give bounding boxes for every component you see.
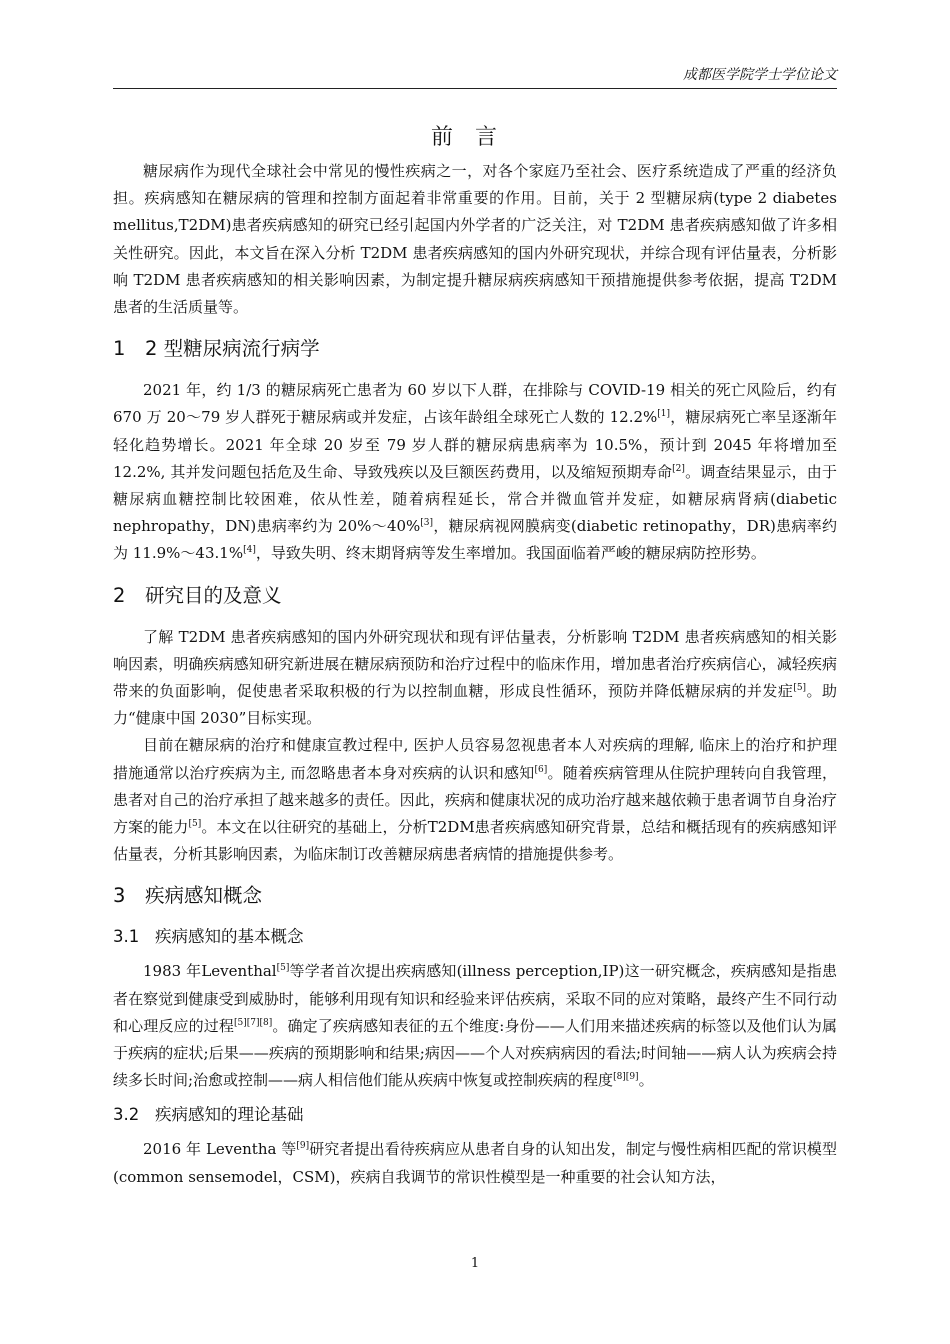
citation: [8][9] (613, 1072, 639, 1083)
subsection-3-1-paragraph (113, 958, 837, 1094)
section-1-heading (113, 335, 837, 363)
section-number: 2 (113, 583, 126, 607)
page-number: 1 (470, 1256, 480, 1271)
subsection-number: 3.2 (113, 1105, 140, 1125)
subsection-title: 疾病感知的基本概念 (155, 927, 304, 947)
text-run: 。确定了疾病感知表征的五个维度:身份——人们用来描述疾病的标签以及他们认为属于疾病的症状;后果——疾病的预期影响和结果;病因——个人对疾病病因的看法;时间轴——病人认为疾病会持续多长时间;治愈或控制——病人相信他们能从疾病中恢复或控制疾病的程度 (113, 1016, 837, 1090)
text-run: ，糖尿病视网膜病变(diabetic retinopathy，DR)患病率约为 11.9%～43.1% (113, 517, 837, 563)
text-run: 等学者首次提出疾病感知(illness perception,IP)这一研究概念，疾病感知是指患者在察觉到健康受到威胁时，能够利用现有知识和经验来评估疾病，采取不同的应对策略，最终产生不同行动和心理反应的过程 (113, 962, 837, 1035)
section-2-paragraph-2 (113, 732, 837, 868)
text-run: 了解 T2DM 患者疾病感知的国内外研究现状和现有评估量表，分析影响 T2DM 患者疾病感知的相关影响因素，明确疾病感知研究新进展在糖尿病预防和治疗过程中的临床作用，增加患者治疗疾病信心，减轻疾病带来的负面影响，促使患者采取积极的行为以控制血糖，形成良性循环，预防并降低糖尿病的并发症 (113, 627, 837, 701)
citation: [5][7][8] (234, 1017, 273, 1028)
section-2-heading (113, 582, 837, 610)
subsection-3-2-paragraph (113, 1136, 837, 1190)
section-number: 1 (113, 337, 126, 361)
text-run: 。助力“健康中国 2030”目标实现。 (113, 682, 837, 728)
text-run: 。随着疾病管理从住院护理转向自我管理，患者对自己的治疗承担了越来越多的责任。因此，疾病和健康状况的成功治疗越来越依赖于患者调节自身治疗方案的能力 (113, 763, 837, 837)
citation: [6] (534, 764, 548, 775)
citation: [1] (657, 409, 671, 420)
text-run: 2016 年 Leventha 等 (143, 1140, 297, 1159)
citation: [4] (243, 545, 256, 556)
intro-paragraph: 糖尿病作为现代全球社会中常见的慢性疾病之一，对各个家庭乃至社会、医疗系统造成了严重的经济负担。疾病感知在糖尿病的管理和控制方面起着非常重要的作用。目前，关于 2 型糖尿病(type 2 diabetes mellitus,T2DM)患者疾病感知的研究已经引起国内外学者的广泛关注，对 T2DM 患者疾病感知做了许多相关性研究。因此，本文旨在深入分析 T2DM 患者疾病感知的国内外研究现状，并综合现有评估量表，分析影响 T2DM 患者疾病感知的相关影响因素，为制定提升糖尿病疾病感知干预措施提供参考依据，提高 T2DM 患者的生活质量等。 (113, 162, 837, 317)
citation: [9] (296, 1141, 310, 1152)
text-run: ，糖尿病死亡率呈逐渐年轻化趋势增长。2021 年全球 20 岁至 79 岁人群的糖尿病患病率为 10.5%，预计到 2045 年将增加至 12.2%, 其并发问题包括危及生命、导致残疾以及巨额医药费用，以及缩短预期寿命 (113, 408, 837, 481)
header-title: 成都医学院学士学位论文 (683, 67, 837, 83)
text-run: 。 (638, 1071, 654, 1090)
text-run: 。调查结果显示，由于糖尿病血糖控制比较困难，依从性差，随着病程延长，常合并微血管并发症，如糖尿病肾病(diabetic nephropathy，DN)患病率约为 20%～40% (113, 462, 837, 536)
section-1-paragraph (113, 377, 837, 567)
section-title: 2 型糖尿病流行病学 (145, 337, 320, 361)
text-run: 。本文在以往研究的基础上，分析T2DM患者疾病感知研究背景，总结和概括现有的疾病感知评估量表，分析其影响因素，为临床制订改善糖尿病患者病情的措施提供参考。 (113, 818, 837, 864)
running-header (113, 62, 837, 89)
citation: [5] (188, 819, 202, 830)
section-3-heading (113, 882, 837, 910)
page-title: 前言 (430, 125, 519, 150)
text-run: 1983 年Leventhal (143, 962, 277, 981)
text-run: 目前在糖尿病的治疗和健康宣教过程中, 医护人员容易忽视患者本人对疾病的理解, 临床上的治疗和护理措施通常以治疗疾病为主, 而忽略患者本身对疾病的认识和感知 (113, 736, 837, 782)
page-content (113, 118, 837, 1191)
subsection-3-1-heading (113, 924, 837, 950)
subsection-3-2-heading (113, 1102, 837, 1128)
section-2-paragraph-1 (113, 624, 837, 733)
section-title: 研究目的及意义 (145, 583, 282, 607)
subsection-title: 疾病感知的理论基础 (155, 1105, 304, 1125)
text-run: 研究者提出看待疾病应从患者自身的认知出发，制定与慢性病相匹配的常识模型(common sensemodel，CSM)，疾病自我调节的常识性模型是一种重要的社会认知方法， (113, 1140, 837, 1186)
text-run: ，导致失明、终末期肾病等发生率增加。我国面临着严峻的糖尿病防控形势。 (255, 544, 766, 563)
text-run: 2021 年，约 1/3 的糖尿病死亡患者为 60 岁以下人群，在排除与 COVID-19 相关的死亡风险后，约有 670 万 20～79 岁人群死于糖尿病或并发症，占该年龄组全球死亡人数的 12.2% (113, 381, 837, 427)
section-title: 疾病感知概念 (145, 884, 263, 908)
citation: [3] (420, 518, 434, 529)
citation: [5] (276, 963, 290, 974)
section-number: 3 (113, 884, 126, 908)
citation: [2] (672, 463, 685, 474)
citation: [5] (793, 683, 807, 694)
subsection-number: 3.1 (113, 927, 140, 947)
